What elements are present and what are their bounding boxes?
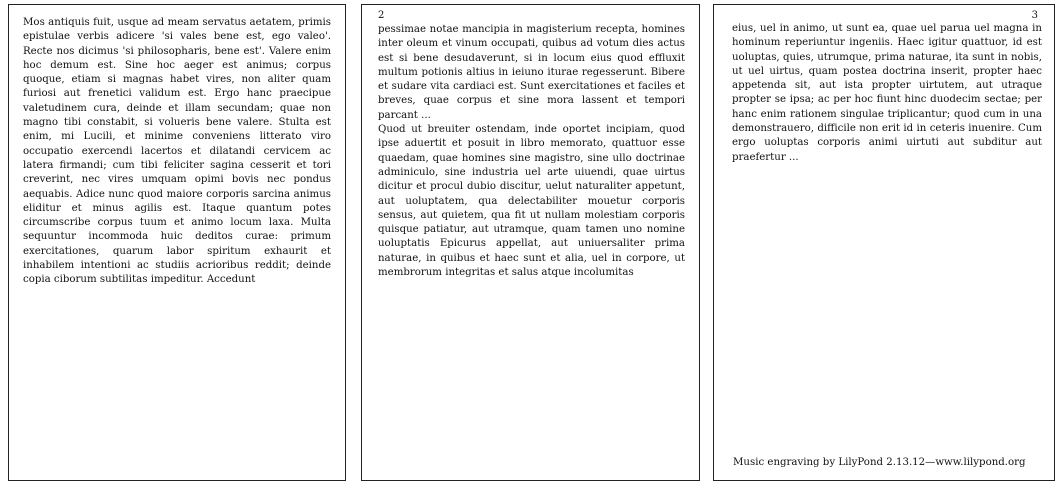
page-number: 3	[1031, 10, 1038, 21]
page-number: 2	[378, 10, 385, 21]
page-3-text	[732, 22, 1042, 165]
paragraph: pessimae notae mancipia in magisterium recepta, homines inter oleum et vinum occupati, quibus ad votum dies actus est si bene desudaverunt, si in locum eius quod effluxit multum potionis altius in ieiuno iturae regesserunt. Bibere et sudare vita cardiaci est. Sunt exercitationes et faciles et breves, quae corpus et sine mora lassent et tempori parcant ...	[378, 24, 685, 121]
page-3	[713, 4, 1055, 481]
page-2-text	[378, 23, 685, 280]
page-1	[8, 4, 346, 481]
paragraph: Quod ut breuiter ostendam, inde oportet incipiam, quod ipse aduertit et posuit in libro memorato, quattuor esse quaedam, quae homines sine magistro, sine ullo doctrinae adminiculo, sine industria uel arte uiuendi, quae uirtus dicitur et procul dubio discitur, uelut naturaliter appetunt, aut uoluptatem, qua delectabiliter mouetur corporis sensus, aut quietem, qua fit ut nullam molestiam corporis quisque patiatur, aut utramque, quam tamen uno nomine uoluptatis Epicurus appellat, aut uniuersaliter prima naturae, in quibus et haec sunt et alia, uel in corpore, ut membrorum integritas et salus atque incolumitas	[378, 124, 685, 279]
engraving-footer: Music engraving by LilyPond 2.13.12—www.lilypond.org	[733, 457, 1026, 468]
page-2	[361, 4, 700, 481]
page-1-text	[23, 16, 331, 288]
paragraph: Mos antiquis fuit, usque ad meam servatus aetatem, primis epistulae verbis adicere 'si vales bene est, ego valeo'. Recte nos dicimus 'si philosopharis, bene est'. Valere enim hoc demum est. Sine hoc aeger est animus; corpus quoque, etiam si magnas habet vires, non aliter quam furiosi aut frenetici validum est. Ergo hanc praecipue valetudinem cura, deinde et illam secundam; quae non magno tibi constabit, si volueris bene valere. Stulta est enim, mi Lucili, et minime conveniens litterato viro occupatio exercendi lacertos et dilatandi cervicem ac latera firmandi; cum tibi feliciter sagina cesserit et tori creverint, nec vires umquam opimi bovis nec pondus aequabis. Adice nunc quod maiore corporis sarcina animus eliditur et minus agilis est. Itaque quantum potes circumscribe corpus tuum et animo locum laxa. Multa sequuntur incommoda huic deditos curae: primum exercitationes, quarum labor spiritum exhaurit et inhabilem intentioni ac studiis acrioribus reddit; deinde copia ciborum subtilitas impeditur. Accedunt	[23, 17, 331, 286]
paragraph: eius, uel in animo, ut sunt ea, quae uel parua uel magna in hominum reperiuntur ingeniis. Haec igitur quattuor, id est uoluptas, quies, utrumque, prima naturae, ita sunt in nobis, ut uel uirtus, quam postea doctrina inserit, propter haec appetenda sit, aut ista propter uirtutem, aut utraque propter se ipsa; ac per hoc fiunt hinc duodecim sectae; per hanc enim rationem singulae triplicantur; quod cum in una demonstrauero, difficile non erit id in ceteris inuenire. Cum ergo uoluptas corporis animi uirtuti aut subditur aut praefertur ...	[732, 23, 1042, 163]
